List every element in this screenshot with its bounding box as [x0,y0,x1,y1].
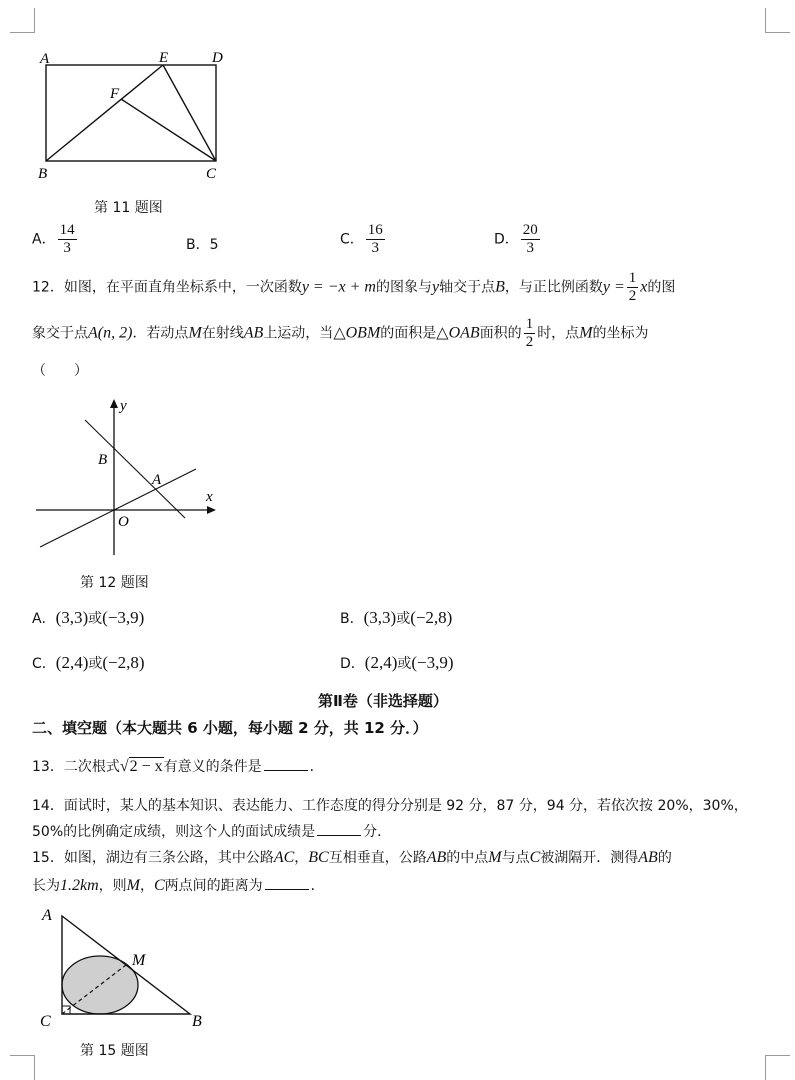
option-letter: B． [186,237,210,253]
q12-label-a: A [152,472,162,488]
q11-label-c: C [206,166,217,182]
q15-answer-blank[interactable] [265,875,309,890]
option-fraction: $\frac{16}{3}$ [367,222,383,256]
q14-answer-blank[interactable] [317,821,361,836]
q14-stem-line-2: 50%的比例确定成绩，则这个人的面试成绩是 分． [32,821,391,841]
q12-label-y: y [120,398,127,414]
q15-label-b: B [192,1013,202,1030]
q12-stem-line-1: 12．如图，在平面直角坐标系中，一次函数y = −x + m的图象与y轴交于点B，与正比例函数y = $\frac{1}{2}$ x的图 [32,270,676,304]
option-fraction: $\frac{14}{3}$ [59,222,75,256]
q11-option-c[interactable] [340,222,387,257]
q11-label-f: F [110,86,120,102]
q15-label-a: A [42,907,52,924]
q12-stem-line-2: 象交于点A(n, 2)．若动点M在射线AB上运动，当△OBM的面积是△OAB面积的 $\frac{1}{2}$ 时，点M的坐标为 [32,316,649,350]
part-2-title: 第Ⅱ卷（非选择题） [318,692,448,710]
q11-option-a[interactable] [32,222,79,257]
corner-mark-top-left [10,8,35,33]
option-fraction: $\frac{20}{3}$ [522,222,538,256]
q15-label-c: C [40,1013,51,1030]
fill-in-section-heading: 二、填空题（本大题共 6 小题，每小题 2 分，共 12 分．） [32,719,428,737]
q13-stem: 13．二次根式√2 − x有意义的条件是 ． [32,758,324,775]
q14-stem-line-1: 14．面试时，某人的基本知识、表达能力、工作态度的得分分别是 92 分，87 分，94 分，若依次按 20%，30%， [32,798,748,814]
q15-stem-line-2: 长为1.2km，则M，C两点间的距离为 ． [32,877,325,894]
q12-option-a[interactable]: A．(3,3)或(−3,9) [32,608,145,627]
q12-label-o: O [118,514,129,530]
option-letter: A． [32,231,56,248]
corner-mark-top-right [765,8,790,33]
q12-option-c[interactable]: C．(2,4)或(−2,8) [32,653,145,672]
q12-option-b[interactable]: B．(3,3)或(−2,8) [340,608,453,627]
corner-mark-bottom-left [10,1055,35,1080]
q11-figure [30,45,240,185]
q15-label-m: M [132,952,146,969]
q11-label-b: B [38,166,48,182]
q12-option-d[interactable]: D．(2,4)或(−3,9) [340,653,454,672]
option-letter: C． [340,231,364,248]
q11-label-a: A [40,51,50,67]
q11-option-b[interactable] [186,234,219,254]
q12-answer-paren: （ ） [32,363,88,379]
q13-answer-blank[interactable] [264,756,308,771]
q12-label-x: x [206,489,213,505]
q11-label-e: E [159,50,169,66]
q11-option-d[interactable] [494,222,542,257]
q15-figure-caption: 第 15 题图 [80,1043,149,1059]
q15-figure [30,900,220,1035]
q15-stem-line-1: 15．如图，湖边有三条公路，其中公路AC，BC互相垂直，公路AB的中点M与点C被湖隔开．测得AB的 [32,849,672,866]
q11-label-d: D [212,50,223,66]
q12-figure-caption: 第 12 题图 [80,575,149,591]
q12-figure [30,395,230,560]
q11-figure-caption: 第 11 题图 [94,200,163,216]
corner-mark-bottom-right [765,1055,790,1080]
q12-label-b: B [98,452,108,468]
option-letter: D． [494,231,519,248]
option-value: 5 [209,237,219,253]
